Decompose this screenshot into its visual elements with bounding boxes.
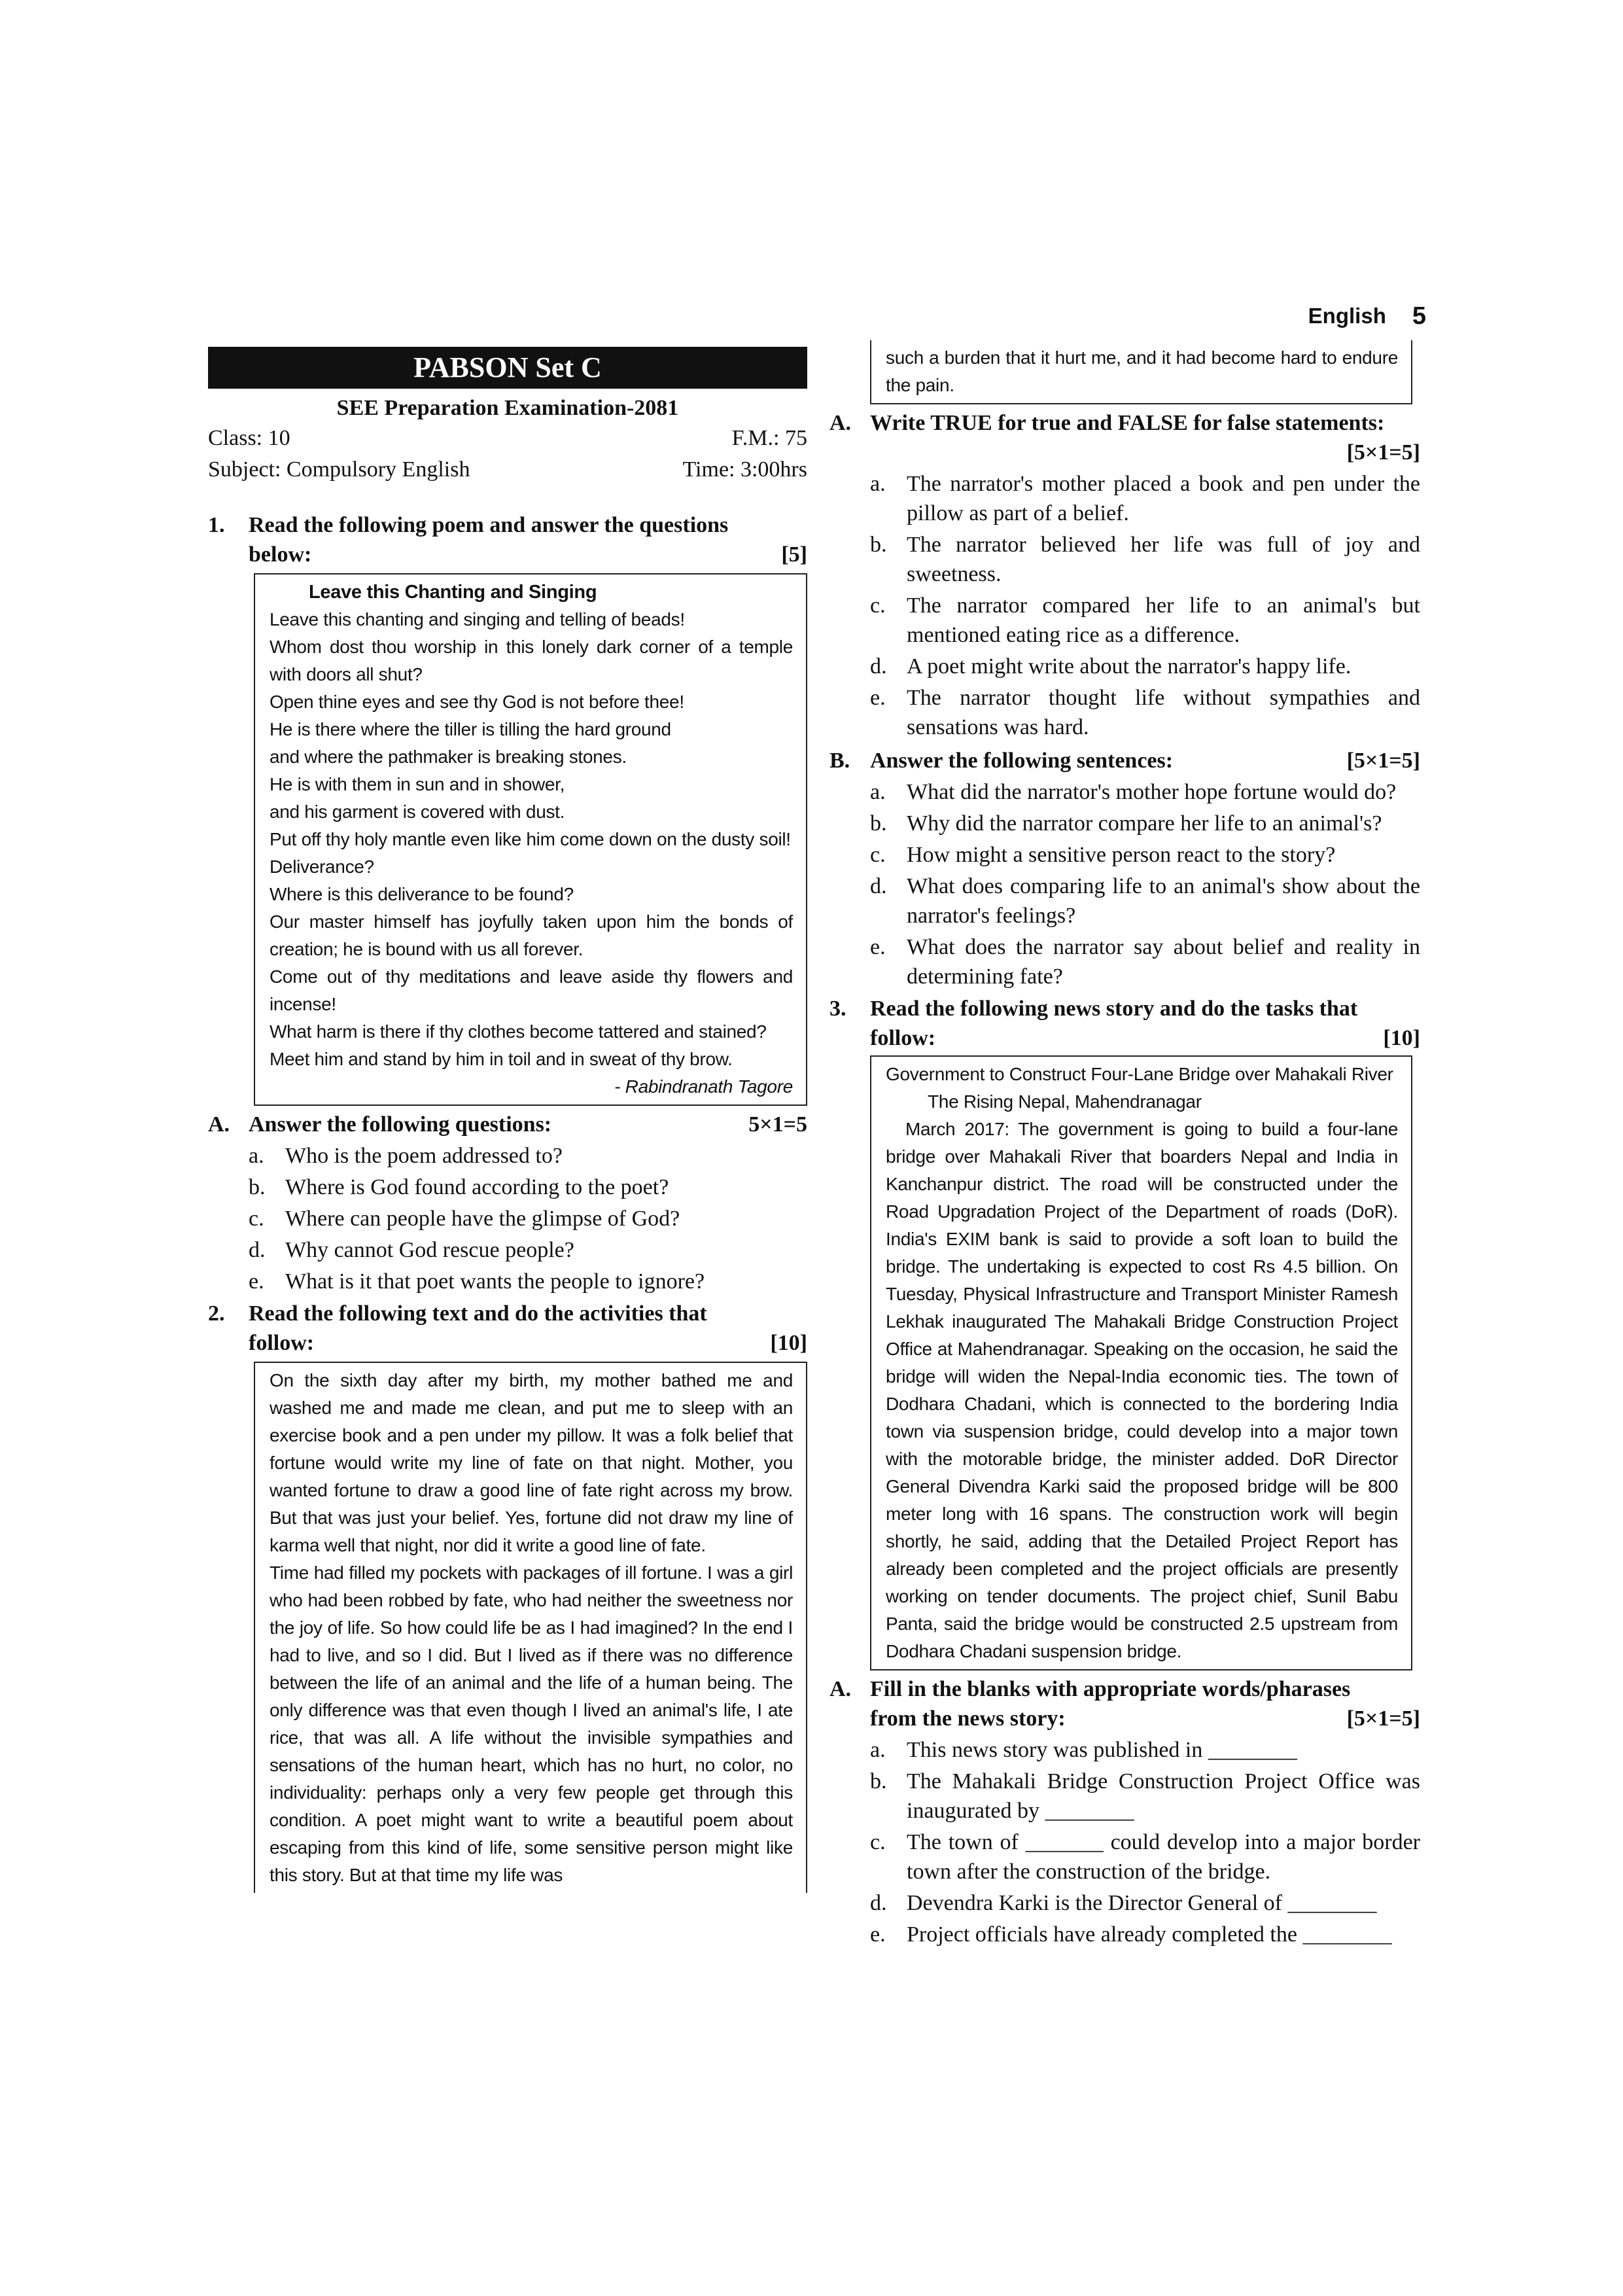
section-marks: [5×1=5] — [1346, 749, 1420, 773]
question-text-cont: follow: — [249, 1331, 315, 1355]
poem-box — [254, 573, 807, 1106]
question-text: Read the following news story and do the tasks that — [870, 997, 1358, 1021]
item-text: Where is God found according to the poet? — [285, 1175, 669, 1199]
question-marks: [10] — [770, 1331, 807, 1355]
poem-line: Where is this deliverance to be found? — [270, 884, 574, 904]
poem-title: Leave this Chanting and Singing — [309, 582, 597, 603]
item-letter: d. — [249, 1238, 266, 1262]
section-label: B. — [829, 749, 850, 773]
item-letter: c. — [870, 593, 886, 618]
item-text: A poet might write about the narrator's happy life. — [907, 654, 1352, 679]
list-item — [870, 777, 1420, 807]
item-text: The narrator believed her life was full of joy and sweetness. — [907, 533, 1420, 586]
question-marks: [10] — [1383, 1026, 1420, 1050]
left-column — [208, 347, 807, 1893]
header-subject: English — [1308, 304, 1386, 328]
item-letter: a. — [870, 1738, 886, 1762]
poem-line: Meet him and stand by him in toil and in sweat of thy brow. — [270, 1049, 733, 1069]
list-item — [870, 530, 1420, 589]
section-marks: [5×1=5] — [1346, 1706, 1420, 1731]
subject-time-row — [208, 454, 807, 486]
statement-list-2a — [870, 469, 1420, 742]
list-item — [870, 872, 1420, 930]
subject-label: Subject: Compulsory English — [208, 457, 470, 482]
set-banner: PABSON Set C — [208, 347, 807, 389]
list-item — [870, 469, 1420, 528]
poem-line: Leave this chanting and singing and telling of beads! — [270, 609, 685, 629]
item-text: The narrator's mother placed a book and pen under the pillow as part of a belief. — [907, 472, 1420, 525]
list-item — [870, 652, 1420, 681]
question-number: 3. — [829, 997, 846, 1021]
question-marks: [5] — [781, 542, 807, 567]
poem-line: Put off thy holy mantle even like him come down on the dusty soil! — [270, 829, 791, 849]
section-title: Write TRUE for true and FALSE for false statements: — [870, 411, 1385, 435]
list-item — [249, 1141, 807, 1171]
poem-line: Deliverance? — [270, 857, 374, 877]
section-2b — [829, 746, 1420, 775]
item-text: Where can people have the glimpse of God? — [285, 1207, 680, 1231]
question-1 — [208, 510, 807, 569]
question-text: Read the following poem and answer the questions — [249, 513, 729, 537]
passage-box — [254, 1362, 807, 1893]
item-text: The narrator thought life without sympathies and sensations was hard. — [907, 686, 1420, 739]
item-text: How might a sensitive person react to the story? — [907, 843, 1336, 867]
question-text-cont: below: — [249, 542, 312, 567]
section-title: Answer the following questions: — [249, 1112, 552, 1137]
item-text: What does comparing life to an animal's show about the narrator's feelings? — [907, 874, 1420, 928]
section-marks: [5×1=5] — [1346, 440, 1420, 465]
passage-paragraph: Time had filled my pockets with packages of ill fortune. I was a girl who had been robbed by fate, who had neither the sweetness nor the joy of life. So how could life be as I had imagined? In the end I had to live, and so I did. But I lived as if there was no difference between the life of an animal and the life of a human being. The only difference was that even though I lived an animal's life, I ate rice, that was all. A life without the invisible sympathies and sensations of the human heart, which has no hurt, no color, no individuality: perhaps only a very few people get through this condition. A poet might want to write a beautiful poem about escaping from this kind of life, some sensitive person might like this story. But at that time my life was — [270, 1563, 793, 1885]
question-number: 1. — [208, 513, 225, 537]
fill-blank-list-3a — [870, 1735, 1420, 1949]
passage-paragraph: such a burden that it hurt me, and it had become hard to endure the pain. — [886, 347, 1398, 395]
poem-line: Our master himself has joyfully taken upon him the bonds of creation; he is bound with us all forever. — [270, 911, 793, 959]
item-text: Devendra Karki is the Director General of ________ — [907, 1891, 1377, 1915]
poem-line: Come out of thy meditations and leave aside thy flowers and incense! — [270, 966, 793, 1014]
item-letter: a. — [249, 1144, 264, 1168]
item-text: This news story was published in ________ — [907, 1738, 1297, 1762]
item-letter: e. — [870, 1922, 886, 1947]
item-text: Who is the poem addressed to? — [285, 1144, 563, 1168]
poem-line: Open thine eyes and see thy God is not before thee! — [270, 692, 684, 712]
list-item — [870, 932, 1420, 991]
section-2a — [829, 408, 1420, 467]
running-header — [1276, 300, 1426, 332]
news-body: March 2017: The government is going to build a four-lane bridge over Mahakali River that boarders Nepal and India in Kanchanpur district. The road will be constructed under the Road Upgradation Project of the Department of roads (DoR). India's EXIM bank is said to provide a soft loan to build the bridge. The undertaking is expected to cost Rs 4.5 billion. On Tuesday, Physical Infrastructure and Transport Minister Ramesh Lekhak inaugurated The Mahakali Bridge Construction Project Office at Mahendranagar. Speaking on the occasion, he said the bridge will widen the Nepal-India economic ties. The town of Dodhara Chadani, which is connected to the bordering India town via suspension bridge, could develop into a major town with the motorable bridge, the minister added. DoR Director General Divendra Karki said the proposed bridge will be 800 meter long with 16 spans. The construction work will begin shortly, he said, adding that the Detailed Project Report has already been completed and the project officials are presently working on tender documents. The project chief, Sunil Babu Panta, said the bridge would be constructed 2.5 upstream from Dodhara Chadani suspension bridge. — [886, 1119, 1398, 1661]
poem-line: He is with them in sun and in shower, — [270, 774, 565, 794]
item-letter: b. — [870, 1769, 887, 1793]
section-label: A. — [208, 1112, 230, 1137]
list-item — [870, 1735, 1420, 1765]
item-letter: e. — [249, 1269, 264, 1294]
item-letter: c. — [870, 1830, 886, 1854]
item-letter: b. — [870, 533, 887, 557]
item-text: What is it that poet wants the people to ignore? — [285, 1269, 705, 1294]
list-item — [870, 1767, 1420, 1826]
poem-line: Whom dost thou worship in this lonely dark corner of a temple with doors all shut? — [270, 637, 793, 684]
question-text: Read the following text and do the activities that — [249, 1301, 707, 1326]
list-item — [249, 1204, 807, 1233]
section-1a — [208, 1110, 807, 1139]
item-letter: a. — [870, 780, 886, 804]
item-letter: c. — [249, 1207, 264, 1231]
section-title: Fill in the blanks with appropriate words/pharases — [870, 1677, 1351, 1701]
poem-author: - Rabindranath Tagore — [614, 1076, 793, 1097]
item-letter: e. — [870, 686, 886, 710]
question-list-2b — [870, 777, 1420, 991]
section-3a — [829, 1674, 1420, 1733]
question-3 — [829, 994, 1420, 1053]
item-letter: d. — [870, 874, 887, 898]
item-text: Why cannot God rescue people? — [285, 1238, 574, 1262]
section-label: A. — [829, 411, 852, 435]
poem-line: and where the pathmaker is breaking stones. — [270, 747, 627, 767]
section-title-cont: from the news story: — [870, 1706, 1066, 1731]
list-item — [870, 840, 1420, 870]
item-text: The narrator compared her life to an animal's but mentioned eating rice as a difference. — [907, 593, 1420, 647]
item-letter: c. — [870, 843, 886, 867]
list-item — [870, 591, 1420, 650]
passage-box-continued — [870, 340, 1412, 404]
section-title: Answer the following sentences: — [870, 749, 1174, 773]
list-item — [870, 1888, 1420, 1918]
item-text: Project officials have already completed the ________ — [907, 1922, 1392, 1947]
item-text: What does the narrator say about belief and reality in determining fate? — [907, 935, 1420, 989]
item-letter: a. — [870, 472, 886, 496]
question-2 — [208, 1299, 807, 1358]
list-item — [870, 1828, 1420, 1886]
item-text: What did the narrator's mother hope fortune would do? — [907, 780, 1397, 804]
item-letter: b. — [249, 1175, 266, 1199]
item-text: The town of _______ could develop into a major border town after the construction of the bridge. — [907, 1830, 1420, 1884]
item-text: The Mahakali Bridge Construction Project Office was inaugurated by ________ — [907, 1769, 1420, 1823]
list-item — [870, 683, 1420, 742]
list-item — [249, 1267, 807, 1296]
question-list-1a — [249, 1141, 807, 1296]
news-box — [870, 1055, 1412, 1670]
news-headline: Government to Construct Four-Lane Bridge over Mahakali River — [886, 1064, 1393, 1084]
class-label: Class: 10 — [208, 426, 290, 450]
poem-line: What harm is there if thy clothes become tattered and stained? — [270, 1021, 767, 1042]
question-number: 2. — [208, 1301, 225, 1326]
item-letter: e. — [870, 935, 886, 959]
item-letter: d. — [870, 1891, 887, 1915]
question-text-cont: follow: — [870, 1026, 936, 1050]
time-label: Time: 3:00hrs — [682, 457, 807, 482]
passage-paragraph: On the sixth day after my birth, my mother bathed me and washed me and made me clean, and put me to sleep with an exercise book and a pen under my pillow. It was a folk belief that fortune would write my line of fate on that night. Mother, you wanted fortune to draw a good line of fate right across my brow. But that was just your belief. Yes, fortune did not draw my line of karma well that night, nor did it write a good line of fate. — [270, 1370, 793, 1555]
exam-title: SEE Preparation Examination-2081 — [336, 396, 679, 420]
news-source: The Rising Nepal, Mahendranagar — [928, 1091, 1202, 1112]
item-letter: b. — [870, 811, 887, 836]
list-item — [870, 809, 1420, 838]
item-text: Why did the narrator compare her life to an animal's? — [907, 811, 1382, 836]
right-column — [829, 340, 1420, 1949]
poem-line: and his garment is covered with dust. — [270, 802, 565, 822]
section-marks: 5×1=5 — [748, 1112, 807, 1137]
page-number: 5 — [1412, 302, 1426, 330]
list-item — [249, 1235, 807, 1265]
list-item — [249, 1173, 807, 1202]
poem-line: He is there where the tiller is tilling the hard ground — [270, 719, 671, 739]
full-marks-label: F.M.: 75 — [731, 426, 807, 450]
class-fm-row — [208, 423, 807, 454]
list-item — [870, 1920, 1420, 1949]
item-letter: d. — [870, 654, 887, 679]
section-label: A. — [829, 1677, 852, 1701]
